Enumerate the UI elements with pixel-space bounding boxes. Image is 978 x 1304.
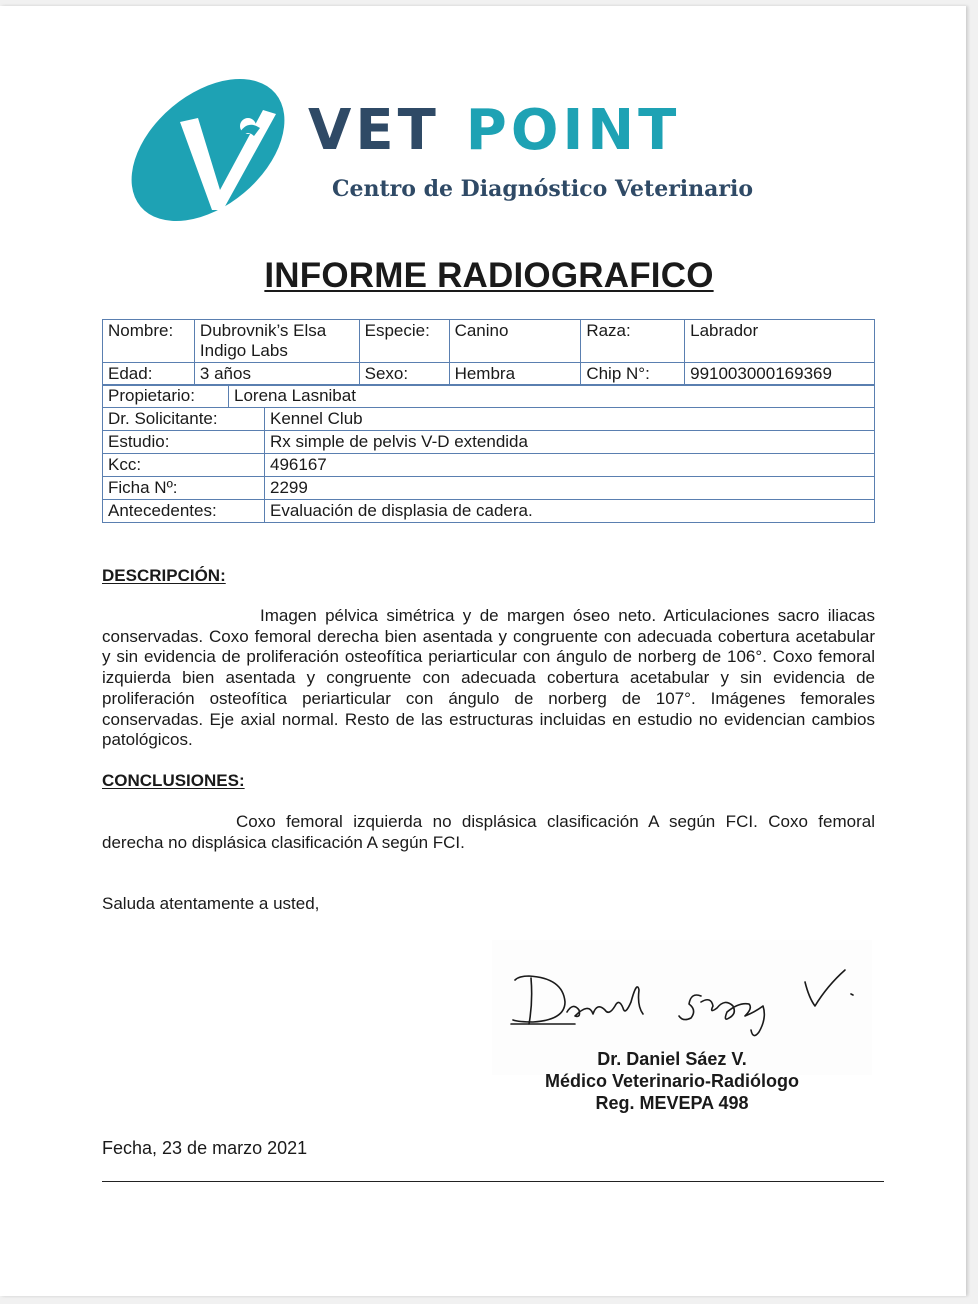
antecedentes-value: Evaluación de displasia de cadera. bbox=[265, 500, 875, 523]
conclusiones-heading: CONCLUSIONES: bbox=[102, 771, 245, 790]
nombre-value: Dubrovnik’s Elsa Indigo Labs bbox=[194, 320, 359, 363]
estudio-value: Rx simple de pelvis V-D extendida bbox=[265, 431, 875, 454]
especie-value: Canino bbox=[449, 320, 581, 363]
owner-table bbox=[102, 384, 875, 408]
edad-label: Edad: bbox=[103, 363, 195, 386]
table-row bbox=[103, 431, 875, 454]
signer-role: Médico Veterinario-Radiólogo bbox=[544, 1071, 800, 1091]
kcc-label: Kcc: bbox=[103, 454, 265, 477]
brand-name bbox=[308, 98, 681, 163]
estudio-label: Estudio: bbox=[103, 431, 265, 454]
solicitante-label: Dr. Solicitante: bbox=[103, 408, 265, 431]
signer-name: Dr. Daniel Sáez V. bbox=[597, 1049, 747, 1069]
table-row bbox=[103, 363, 875, 386]
sexo-label: Sexo: bbox=[359, 363, 449, 386]
signer-registry: Reg. MEVEPA 498 bbox=[595, 1093, 749, 1113]
greeting: Saluda atentamente a usted, bbox=[102, 894, 320, 913]
brand-primary: VET bbox=[308, 98, 440, 163]
descripcion-text bbox=[102, 606, 875, 751]
chip-label: Chip N°: bbox=[581, 363, 685, 386]
descripcion-body: Imagen pélvica simétrica y de margen óseo neto. Articulaciones sacro iliacas conservadas. Coxo femoral derecha bien asentada y congruente con adecuada cobertura acetabular y sin evidencia de proliferación osteofítica periarticular con ángulo de norberg de 106°. Coxo femoral izquierda bien asentada y congruente con adecuada cobertura acetabular y sin evidencia de proliferación osteofítica periarticular con ángulo de norberg de 107°. Imágenes femorales conservadas. Eje axial normal. Resto de las estructuras incluidas en estudio no evidencian cambios patológicos. bbox=[102, 606, 875, 750]
raza-value: Labrador bbox=[685, 320, 875, 363]
table-row bbox=[103, 320, 875, 363]
conclusiones-text bbox=[102, 812, 875, 853]
especie-label: Especie: bbox=[359, 320, 449, 363]
table-row bbox=[103, 500, 875, 523]
ficha-label: Ficha Nº: bbox=[103, 477, 265, 500]
brand-tagline: Centro de Diagnóstico Veterinario bbox=[332, 176, 754, 202]
patient-info-table bbox=[102, 319, 875, 386]
descripcion-heading: DESCRIPCIÓN: bbox=[102, 566, 226, 585]
signer-block bbox=[512, 1048, 832, 1114]
solicitante-value: Kennel Club bbox=[265, 408, 875, 431]
table-row bbox=[103, 454, 875, 477]
ficha-value: 2299 bbox=[265, 477, 875, 500]
study-table bbox=[102, 407, 875, 523]
report-date: Fecha, 23 de marzo 2021 bbox=[102, 1138, 308, 1158]
footer-divider bbox=[102, 1181, 884, 1182]
propietario-label: Propietario: bbox=[103, 385, 229, 408]
antecedentes-label: Antecedentes: bbox=[103, 500, 265, 523]
chip-value: 991003000169369 bbox=[685, 363, 875, 386]
kcc-value: 496167 bbox=[265, 454, 875, 477]
report-title: INFORME RADIOGRAFICO bbox=[264, 256, 714, 295]
table-row bbox=[103, 477, 875, 500]
brand-secondary: POINT bbox=[465, 98, 681, 163]
conclusiones-body: Coxo femoral izquierda no displásica clasificación A según FCI. Coxo femoral derecha no displásica clasificación A según FCI. bbox=[102, 812, 875, 852]
raza-label: Raza: bbox=[581, 320, 685, 363]
table-row bbox=[103, 408, 875, 431]
nombre-label: Nombre: bbox=[103, 320, 195, 363]
handwritten-signature bbox=[505, 962, 865, 1042]
table-row bbox=[103, 385, 875, 408]
propietario-value: Lorena Lasnibat bbox=[229, 385, 875, 408]
edad-value: 3 años bbox=[194, 363, 359, 386]
sexo-value: Hembra bbox=[449, 363, 581, 386]
